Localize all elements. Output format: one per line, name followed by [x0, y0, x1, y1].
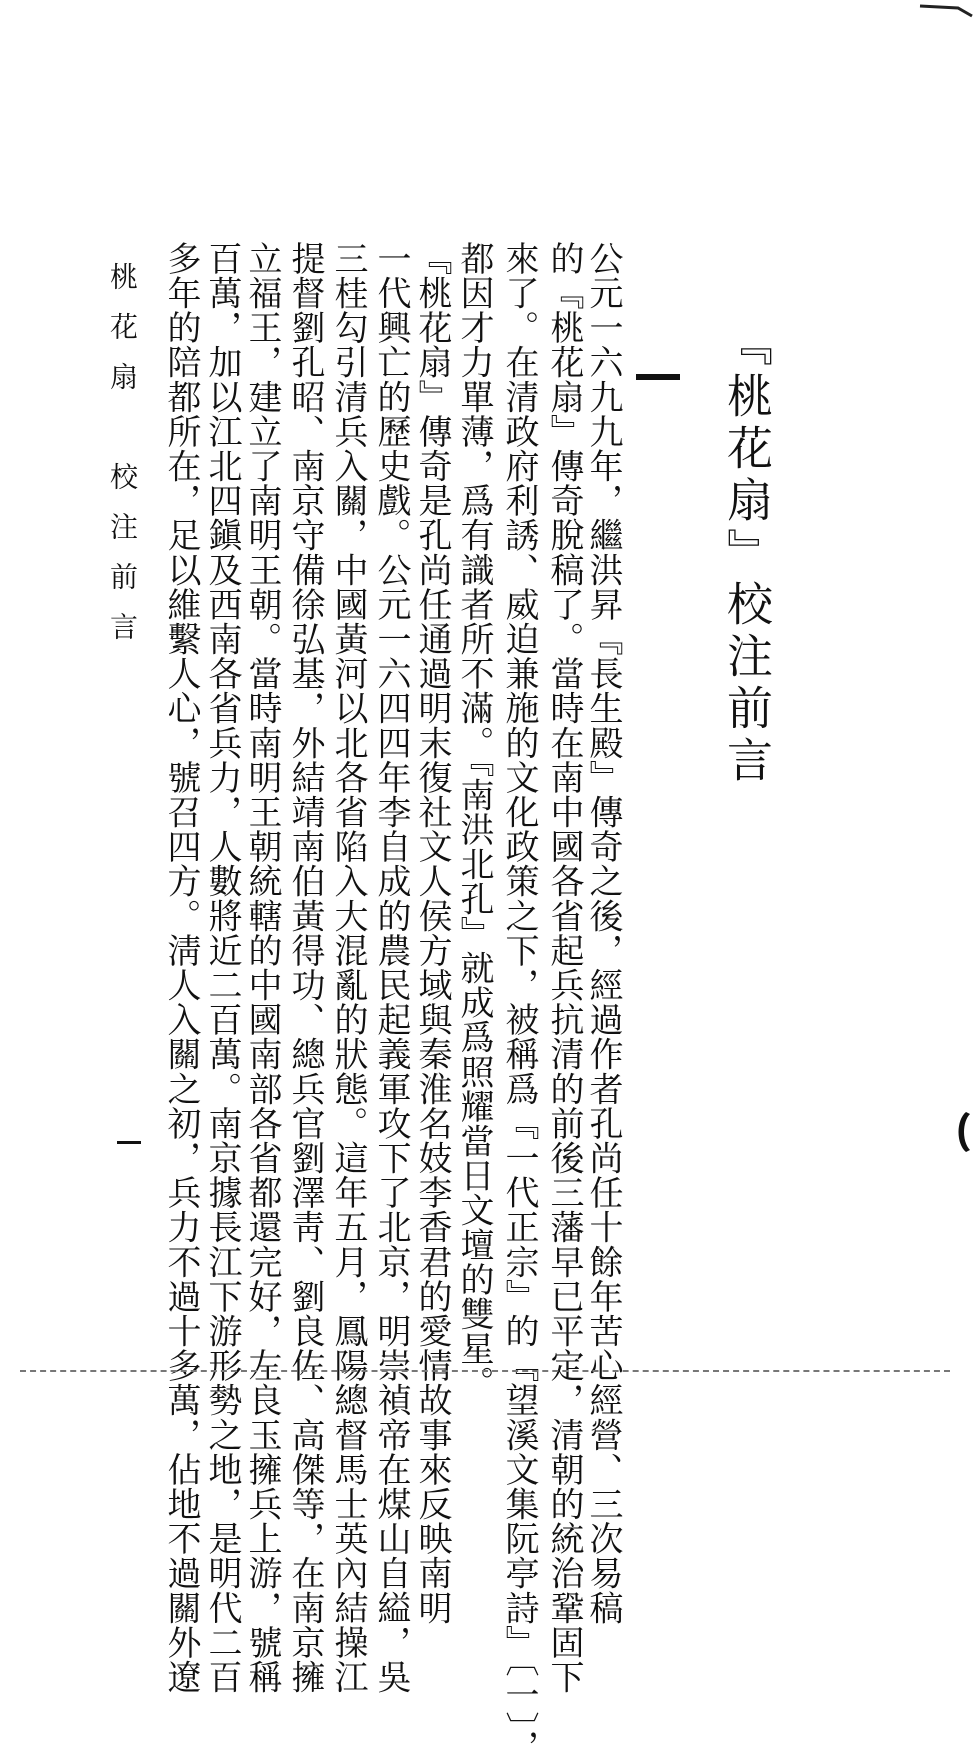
text-column: 『桃花扇』傳奇是孔尚任通過明末復社文人侯方域與秦淮名妓李香君的愛情故事來反映南明 — [412, 241, 452, 1625]
scan-edge-mark — [952, 1110, 972, 1154]
text-column: 三桂勾引清兵入關，中國黃河以北各省陷入大混亂的狀態。這年五月，鳳陽總督馬士英內結操江 — [328, 241, 368, 1695]
running-head: 桃花扇 校注前言 — [106, 262, 139, 662]
text-column: 來了。在清政府利誘、威迫兼施的文化政策之下，被稱爲『一代正宗』的『望溪文集阮亭詩』〔一〕， — [499, 241, 539, 1764]
text-column: 都因才力單薄，爲有識者所不滿。『南洪北孔』就成爲照耀當日文壇的雙星。 — [454, 241, 494, 1401]
text-column: 立福王，建立了南明王朝。當時南明王朝統轄的中國南部各省都還完好，左良玉擁兵上游，號稱 — [242, 241, 282, 1695]
text-column: 的『桃花扇』傳奇脫稿了。當時在南中國各省起兵抗清的前後三藩早已平定，清朝的統治鞏固下 — [544, 241, 584, 1695]
text-column: 提督劉孔昭、南京守備徐弘基，外結靖南伯黃得功、總兵官劉澤靑、劉良佐、高傑等，在南京擁 — [285, 241, 325, 1695]
text-column: 公元一六九九年，繼洪昇『長生殿』傳奇之後，經過作者孔尚任十餘年苦心經營、三次易稿 — [583, 241, 623, 1625]
section-number — [636, 374, 680, 380]
scan-corner-mark — [918, 2, 974, 18]
text-column: 百萬，加以江北四鎭及西南各省兵力，人數將近二百萬。南京據長江下游形勢之地，是明代二百 — [202, 241, 242, 1695]
page-number — [117, 1141, 141, 1144]
text-column: 一代興亡的歷史戲。公元一六四四年李自成的農民起義軍攻下了北京，明崇禎帝在煤山自縊，吳 — [371, 241, 411, 1695]
text-column: 多年的陪都所在，足以維繫人心，號召四方。淸人入關之初，兵力不過十多萬，佔地不過關外遼 — [161, 241, 201, 1695]
bottom-edge-rule — [20, 1370, 950, 1372]
page-title: 『桃花扇』校注前言 — [720, 320, 774, 788]
